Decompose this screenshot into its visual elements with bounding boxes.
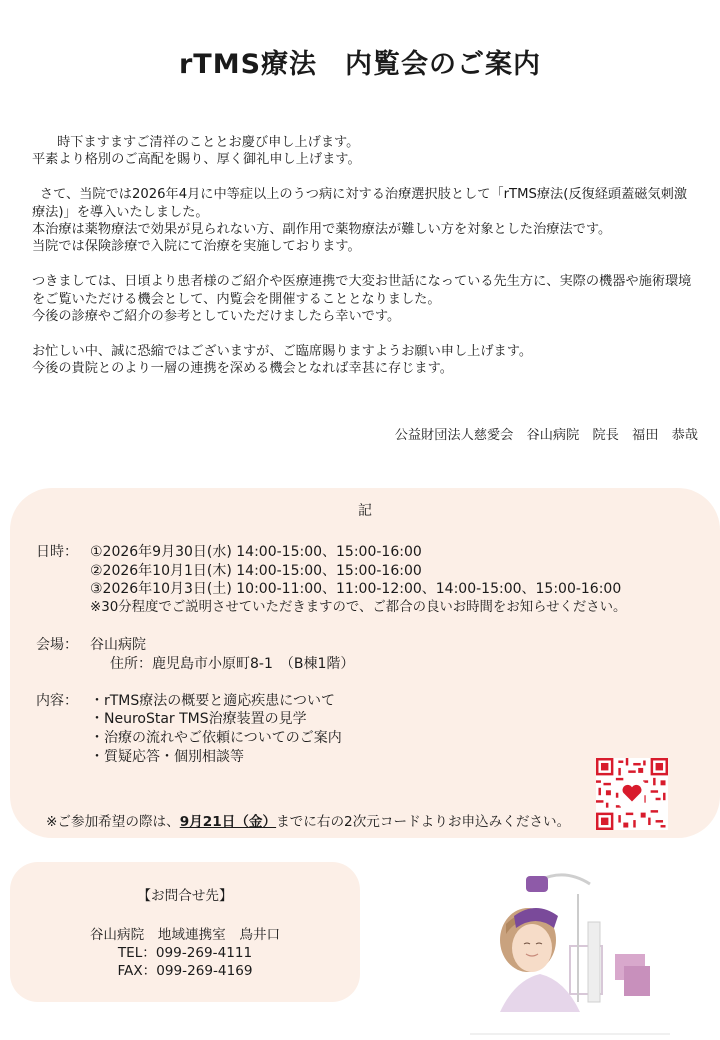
contact-dept: 谷山病院 地域連携室 鳥井口 (89, 927, 281, 943)
content-row (36, 692, 716, 711)
content-row (36, 729, 716, 748)
address-row (36, 655, 716, 674)
signature: 公益財団法人慈愛会 谷山病院 院長 福田 恭哉 (394, 428, 698, 443)
greeting-paragraph (32, 134, 700, 169)
content-label: 内容： (36, 692, 78, 709)
date-label: 日時： (36, 544, 78, 560)
letter-line: 平素より格別のご高配を賜り、厚く御礼申し上げます。 (32, 152, 361, 168)
ki-heading: 記 (358, 503, 372, 519)
page-title: rTMS療法 内覧会のご案内 (178, 49, 542, 80)
date-item: ①2026年9月30日(水) 14:00-15:00、15:00-16:00 (90, 544, 422, 560)
contact-details (10, 926, 360, 980)
content-item: ・NeuroStar TMS治療装置の見学 (90, 711, 307, 728)
qr-code[interactable] (596, 758, 668, 830)
apply-text: までに右の2次元コードよりお申込みください。 (276, 814, 571, 830)
letter-line: つきましては、日頃より患者様のご紹介や医療連携で大変お世話になっている先生方に、実際の機器や施術環境をご覧いただける機会として、内覧会を開催することとなりました。 (32, 274, 692, 307)
venue-label: 会場： (36, 636, 78, 653)
date-note-row (36, 599, 716, 618)
date-item: ③2026年10月3日(土) 10:00-11:00、11:00-12:00、14:00-15:00、15:00-16:00 (90, 581, 622, 598)
venue-row (36, 636, 716, 655)
contact-box (10, 862, 360, 1002)
letter-line: お忙しい中、誠に恐縮ではございますが、ご臨席賜りますようお願い申し上げます。 (32, 343, 533, 359)
introduction-paragraph (32, 186, 700, 256)
closing-paragraph (32, 343, 700, 378)
date-note: ※30分程度でご説明させていただきますので、ご都合の良いお時間をお知らせください。 (90, 599, 627, 615)
details-box (10, 488, 720, 838)
content-item: ・治療の流れやご依頼についてのご案内 (90, 729, 342, 746)
date-row (36, 580, 716, 599)
event-paragraph (32, 273, 700, 325)
letter-line: 当院では保険診療で入院にて治療を実施しております。 (32, 239, 361, 255)
content-row (36, 710, 716, 729)
contact-tel: TEL：099-269-4111 (117, 945, 253, 961)
content-item: ・質疑応答・個別相談等 (90, 748, 244, 765)
letter-line: 時下ますますご清祥のこととお慶び申し上げます。 (57, 135, 360, 150)
contact-title: 【お問合せ先】 (137, 888, 233, 904)
date-row (36, 562, 716, 581)
letter-line: さて、当院では2026年4月に中等症以上のうつ病に対する治療選択肢として「rTMS療法(反復経頭蓋磁気刺激療法)」を導入いたしました。 (32, 187, 688, 220)
address: 住所：鹿児島市小原町8-1 （B棟1階） (110, 655, 355, 672)
date-item: ②2026年10月1日(木) 14:00-15:00、15:00-16:00 (90, 562, 422, 579)
tms-treatment-illustration (470, 862, 680, 1040)
letter-line: 今後の診療やご紹介の参考としていただけましたら幸いです。 (32, 309, 401, 325)
application-note (46, 810, 570, 830)
details-list (36, 543, 716, 766)
letter-line: 本治療は薬物療法で効果が見られない方、副作用で薬物療法が難しい方を対象とした治療法です。 (32, 222, 612, 238)
letter-line: 今後の貴院とのより一層の連携を深める機会となれば幸甚に存じます。 (32, 361, 453, 377)
date-row (36, 543, 716, 562)
content-item: ・rTMS療法の概要と適応疾患について (90, 692, 335, 709)
letter-body (32, 134, 700, 395)
apply-text: ※ご参加希望の際は、 (46, 814, 180, 830)
apply-deadline: 9月21日（金） (179, 814, 277, 830)
venue: 谷山病院 (90, 636, 146, 653)
contact-fax: FAX：099-269-4169 (117, 963, 253, 979)
